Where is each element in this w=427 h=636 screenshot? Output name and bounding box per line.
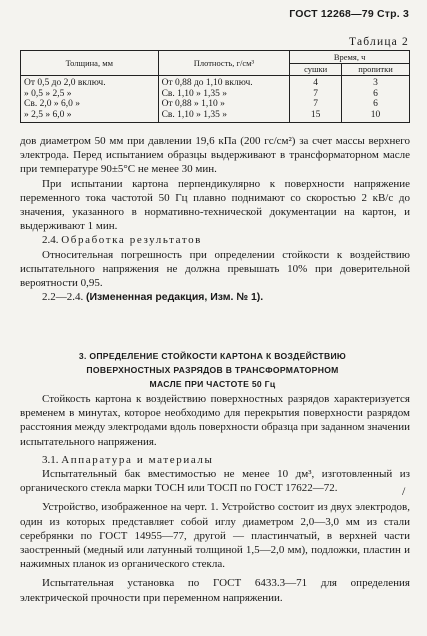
cell-impregnation: 6 [342, 99, 410, 110]
section-3-title [40, 349, 385, 391]
subsection-3-1 [20, 453, 410, 467]
table-title: Таблица 2 [349, 36, 409, 48]
paragraph-voltage-procedure: При испытании картона перпендикулярно к поверхности напряжение переменного тока частотой 50 Гц плавно поднимают со скоростью 2 кВ/с до значения, указанного в нормативно-технической документации на картон, и выдерживают 1 мин. [20, 177, 410, 233]
col-header-drying: сушки [290, 63, 342, 76]
lower-text-block [20, 392, 410, 605]
cell-impregnation: 10 [342, 110, 410, 123]
cell-density: От 0,88 » 1,10 » [158, 99, 290, 110]
cell-thickness: » 2,5 » 6,0 » [21, 110, 159, 123]
paragraph-test-tank: Испытательный бак вместимостью не менее 10 дм³, изготовленный из органического стекла марки ТОСН или ТОСП по ГОСТ 17622—72. [20, 468, 410, 495]
table-row [21, 99, 410, 110]
cell-drying: 15 [290, 110, 342, 123]
cell-thickness: » 0,5 » 2,5 » [21, 89, 159, 100]
table-row [21, 89, 410, 100]
paragraph-test-installation: Испытательная установка по ГОСТ 6433.3—71 для определения электрической прочности при переменном напряжении. [20, 577, 410, 604]
paragraph-error-margin: Относительная погрешность при определении стойкости к воздействию испытательного напряжения не должна превышать 10% при доверительной вероятности 0,95. [20, 248, 410, 290]
cell-drying: 4 [290, 76, 342, 89]
subsection-heading: Аппаратура и материалы [61, 453, 214, 466]
cell-drying: 7 [290, 89, 342, 100]
section-title-line: МАСЛЕ ПРИ ЧАСТОТЕ 50 Гц [149, 379, 276, 389]
paragraph-sample-conditioning: дов диаметром 50 мм при давлении 19,6 кПа (200 гс/см²) за счет массы верхнего электрода. Перед испытанием образцы выдерживают в трансформаторном масле при температуре 90±5°С не менее 30 мин. [20, 135, 410, 176]
amendment-note [20, 290, 410, 304]
subsection-number: 3.1. [42, 453, 59, 466]
amendment-text: (Измененная редакция, Изм. № 1). [86, 291, 264, 304]
col-header-time: Время, ч [290, 51, 410, 64]
section-title-line: 3. ОПРЕДЕЛЕНИЕ СТОЙКОСТИ КАРТОНА К ВОЗДЕЙСТВИЮ [78, 351, 347, 361]
subsection-heading: Обработка результатов [61, 234, 202, 247]
col-header-density: Плотность, г/см³ [158, 51, 290, 76]
cell-thickness: Св. 2,0 » 6,0 » [21, 99, 159, 110]
upper-text-block [20, 134, 410, 304]
subsection-number: 2.4. [42, 234, 59, 247]
cell-impregnation: 6 [342, 89, 410, 100]
page-header: ГОСТ 12268—79 Стр. 3 [289, 8, 409, 20]
cell-density: Св. 1,10 » 1,35 » [158, 89, 290, 100]
cell-density: Св. 1,10 » 1,35 » [158, 110, 290, 123]
cell-thickness: От 0,5 до 2,0 включ. [21, 76, 159, 89]
paragraph-definition: Стойкость картона к воздействию поверхностных разрядов характеризуется временем в минутах, которое необходимо для перекрытия поверхности разрядом расстояния между электродами вдоль поверхности образца при заданном значении испытательного напряжения. [20, 393, 410, 448]
subsection-2-4 [20, 233, 410, 247]
col-header-impregnation: пропитки [342, 63, 410, 76]
cell-impregnation: 3 [342, 76, 410, 89]
table-row [21, 110, 410, 123]
amendment-range: 2.2—2.4. [42, 291, 84, 304]
cell-density: От 0,88 до 1,10 включ. [158, 76, 290, 89]
stray-mark: / [402, 484, 406, 498]
density-time-table [20, 50, 410, 123]
paragraph-device: Устройство, изображенное на черт. 1. Устройство состоит из двух электродов, один из которых представляет собой иглу диаметром 2,0—3,0 мм из стали серебрянки по ГОСТ 14955—77, другой — пластинчатый, в верхней части заостренный (медный или латунный толщиной 1,5—2,0 мм), подложки, пластин и нажимных планок из органического стекла. [20, 501, 410, 571]
col-header-thickness: Толщина, мм [21, 51, 159, 76]
cell-drying: 7 [290, 99, 342, 110]
section-title-line: ПОВЕРХНОСТНЫХ РАЗРЯДОВ В ТРАНСФОРМАТОРНОМ [86, 365, 339, 375]
table-row [21, 76, 410, 89]
